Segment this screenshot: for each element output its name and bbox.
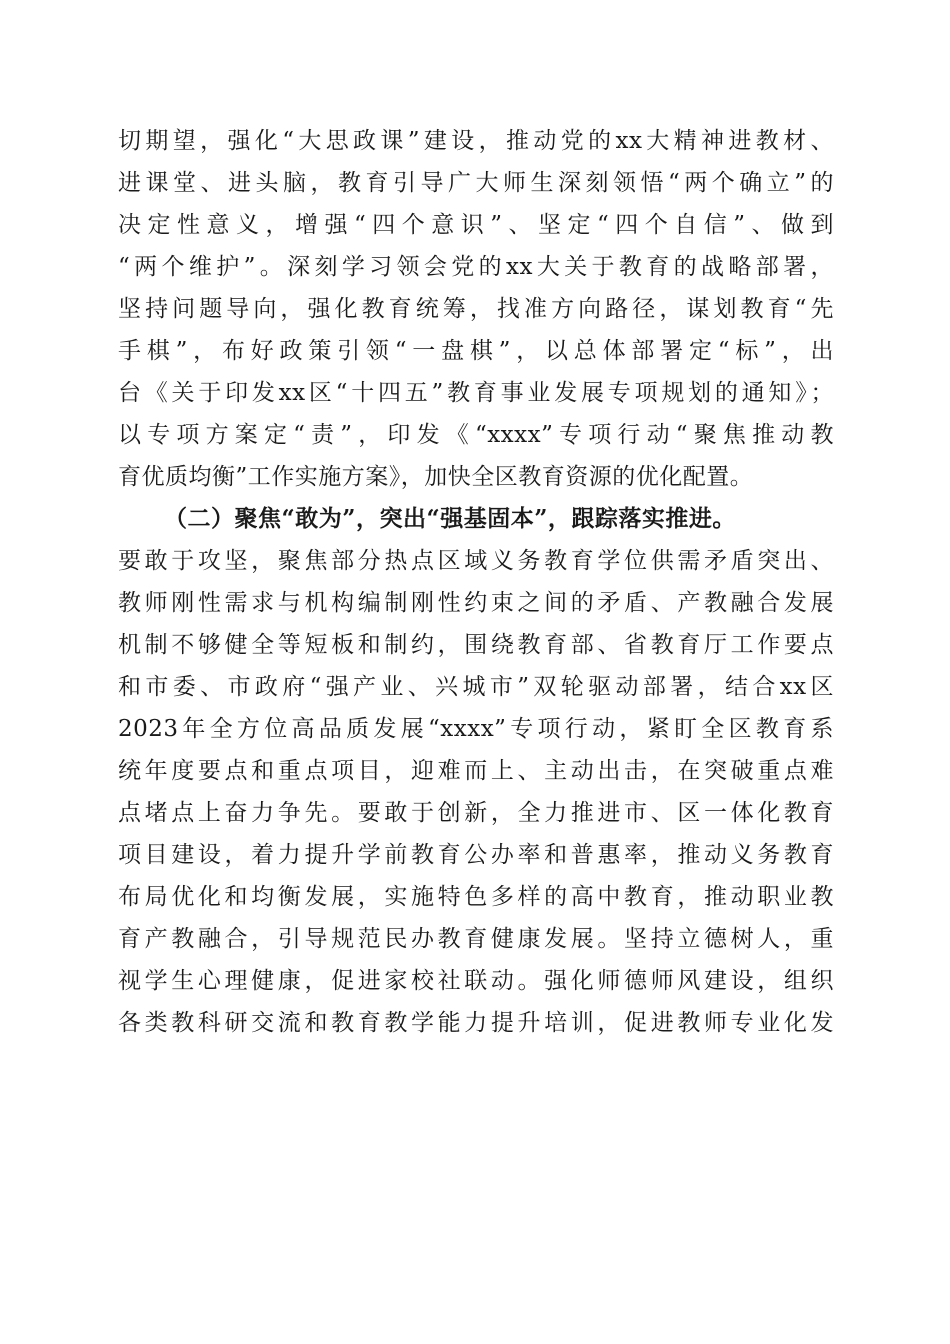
text-line: 坚持问题导向，强化教育统筹，找准方向路径，谋划教育“先 [118,296,834,322]
text-line: “两个维护”。深刻学习领会党的xx大关于教育的战略部署， [118,254,834,280]
text-line: 和市委、市政府“强产业、兴城市”双轮驱动部署，结合xx区 [118,674,834,700]
text-line: 机制不够健全等短板和制约，围绕教育部、省教育厅工作要点 [118,632,834,658]
text-line: 台《关于印发xx区“十四五”教育事业发展专项规划的通知》； [118,380,834,406]
text-line: 决定性意义，增强“四个意识”、坚定“四个自信”、做到 [118,212,834,238]
text-line: 要敢于攻坚，聚焦部分热点区域义务教育学位供需矛盾突出、 [118,548,834,574]
text-line: 手棋”，布好政策引领“一盘棋”，以总体部署定“标”，出 [118,338,834,364]
text-line: 以专项方案定“责”，印发《“xxxx”专项行动“聚焦推动教 [118,422,834,448]
text-line: 教师刚性需求与机构编制刚性约束之间的矛盾、产教融合发展 [118,590,834,616]
text-line: 育产教融合，引导规范民办教育健康发展。坚持立德树人，重 [118,926,834,952]
section-heading: （二）聚焦“敢为”，突出“强基固本”，跟踪落实推进。 [164,505,736,532]
body-text [118,120,834,1044]
text-line: 布局优化和均衡发展，实施特色多样的高中教育，推动职业教 [118,884,834,910]
text-line: 2023年全方位高品质发展“xxxx”专项行动，紧盯全区教育系 [118,716,834,742]
text-line: 统年度要点和重点项目，迎难而上、主动出击，在突破重点难 [118,758,834,784]
text-line: 育优质均衡”工作实施方案》，加快全区教育资源的优化配置。 [118,464,754,490]
text-line: 视学生心理健康，促进家校社联动。强化师德师风建设，组织 [118,968,834,994]
text-line: 各类教科研交流和教育教学能力提升培训，促进教师专业化发 [118,1010,834,1036]
text-line: 点堵点上奋力争先。要敢于创新，全力推进市、区一体化教育 [118,800,834,826]
text-line: 进课堂、进头脑，教育引导广大师生深刻领悟“两个确立”的 [118,170,834,196]
text-line: 项目建设，着力提升学前教育公办率和普惠率，推动义务教育 [118,842,834,868]
text-line: 切期望，强化“大思政课”建设，推动党的xx大精神进教材、 [118,128,834,154]
